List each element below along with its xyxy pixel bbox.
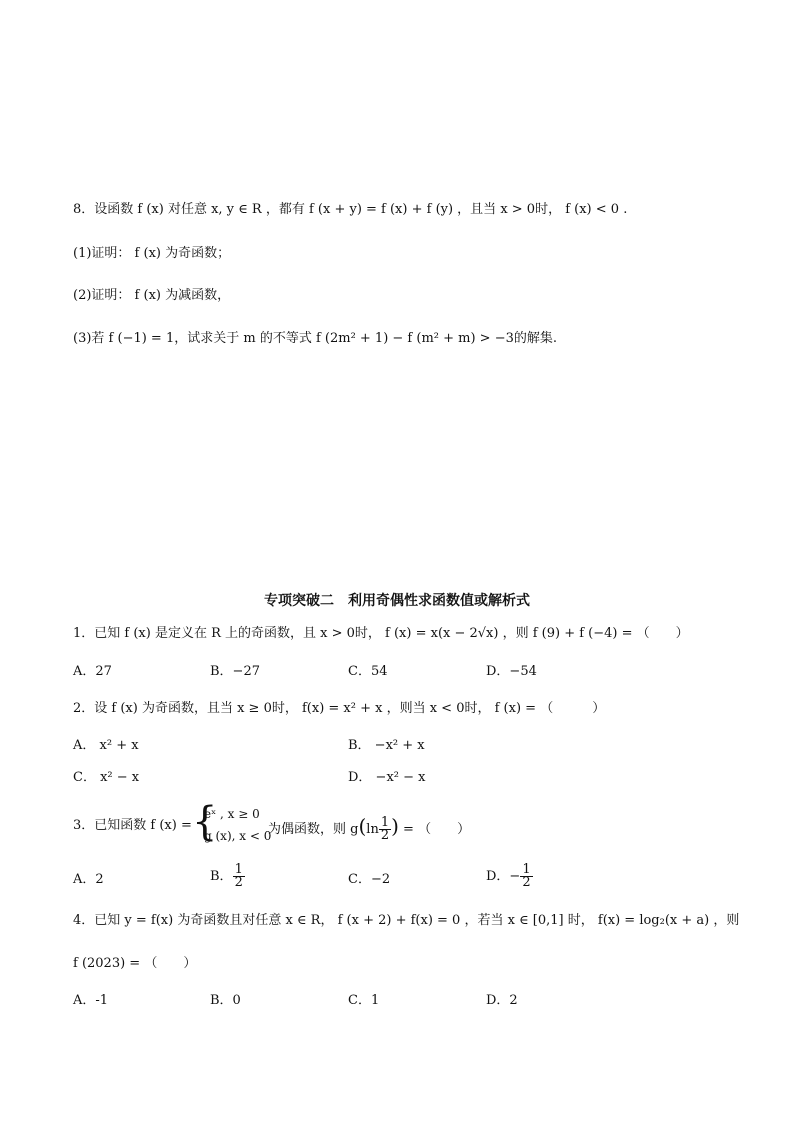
q2-option-c: C． x² − x <box>73 770 140 785</box>
q3-option-d-numerator: 1 <box>522 862 531 877</box>
q3-suffix: = （ ） <box>398 822 471 837</box>
q2-option-a: A． x² + x <box>73 738 139 753</box>
q4-stem-2: f (2023) = （ ） <box>73 956 197 971</box>
q3-option-b-numerator: 1 <box>234 862 243 877</box>
problem-8-part-3: (3)若 f (−1) = 1，试求关于 m 的不等式 f (2m² + 1) − f (m² + m) > −3的解集. <box>73 331 557 346</box>
q3-option-d-label: D．− <box>486 869 521 884</box>
q3-option-b-label: B． <box>210 869 233 884</box>
q1-option-a: A．27 <box>73 664 112 679</box>
q3-option-c: C．−2 <box>348 872 391 887</box>
q3-case-2: g (x), x < 0 <box>204 829 272 843</box>
q4-option-b: B．0 <box>210 993 241 1008</box>
q3-ln: ln <box>366 822 379 837</box>
section-title: 专项突破二 利用奇偶性求函数值或解析式 <box>264 593 530 609</box>
q1-option-c: C．54 <box>348 664 388 679</box>
q3-fraction-denominator: 2 <box>380 828 390 843</box>
q3-middle: 为偶函数，则 g(ln $\frac{1}{2}$ ) = （ ） <box>268 814 471 843</box>
problem-8-stem: 8．设函数 f (x) 对任意 x, y ∈ R ，都有 f (x + y) = f (x) + f (y) ，且当 x > 0时， f (x) < 0 . <box>73 202 628 217</box>
q1-option-b: B．−27 <box>210 664 260 679</box>
q1-stem: 1．已知 f (x) 是定义在 R 上的奇函数，且 x > 0时， f (x) = x(x − 2√x) ，则 f (9) + f (−4) = （ ） <box>73 626 689 641</box>
q4-stem: 4．已知 y = f(x) 为奇函数且对任意 x ∈ R， f (x + 2) + f(x) = 0 ，若当 x ∈ [0,1] 时， f(x) = log₂(x + a) ，则 <box>73 913 740 928</box>
q3-brace: { <box>192 799 218 845</box>
problem-8-part-2: (2)证明： f (x) 为减函数， <box>73 288 231 303</box>
q3-option-b-fraction <box>233 864 245 889</box>
q1-option-d: D．−54 <box>486 664 537 679</box>
problem-8-part-1: (1)证明： f (x) 为奇函数； <box>73 246 231 261</box>
q3-prefix: 3．已知函数 f (x) = <box>73 818 192 833</box>
q3-option-d-denominator: 2 <box>522 875 531 890</box>
q3-middle-text: 为偶函数，则 g <box>268 822 359 837</box>
q3-option-a: A．2 <box>73 872 104 887</box>
q2-stem: 2．设 f (x) 为奇函数，且当 x ≥ 0时， f(x) = x² + x ，则当 x < 0时， f (x) = （ ） <box>73 701 606 716</box>
q3-option-b <box>210 864 245 889</box>
q3-option-b-denominator: 2 <box>234 875 243 890</box>
q3-option-d <box>486 864 533 889</box>
q3-case-1: eˣ , x ≥ 0 <box>204 807 260 821</box>
q3-fraction-numerator: 1 <box>380 815 390 830</box>
q3-fraction <box>379 817 391 842</box>
q3-option-d-fraction <box>520 864 532 889</box>
q2-option-b: B． −x² + x <box>348 738 425 753</box>
q4-option-c: C．1 <box>348 993 380 1008</box>
q4-option-d: D．2 <box>486 993 518 1008</box>
q4-option-a: A．-1 <box>73 993 109 1008</box>
q2-option-d: D． −x² − x <box>348 770 426 785</box>
